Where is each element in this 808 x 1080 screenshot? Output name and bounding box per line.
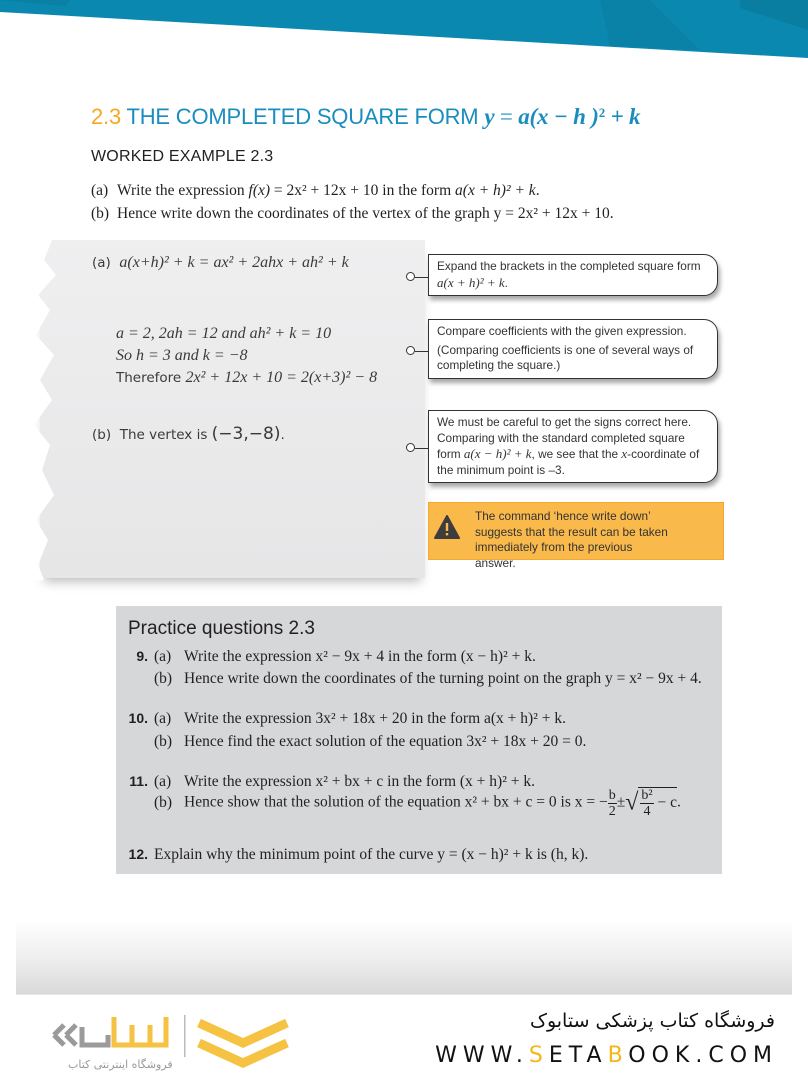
worked-question-b: (b) Hence write down the coordinates of the vertex of the graph y = 2x² + 12x + 10. (91, 205, 614, 222)
worked-example-heading: WORKED EXAMPLE 2.3 (91, 148, 274, 165)
warning-box (428, 502, 724, 570)
warning-triangle-icon (434, 515, 460, 539)
solution-line-1: (a) a(x+h)² + k = ax² + 2ahx + ah² + k (92, 254, 349, 271)
page-bottom-shadow (16, 920, 792, 995)
footer-store-name: فروشگاه کتاب پزشکی ستابوک (529, 1010, 775, 1032)
callout-signs: We must be careful to get the signs correct here. Comparing with the standard completed square form a(x − h)² + k, we see that the x-coordinate of the minimum point is –3. (428, 410, 718, 483)
worked-question-a: (a) Write the expression f(x) = 2x² + 12x + 10 in the form a(x + h)² + k. (91, 182, 540, 199)
callout-expand: Expand the brackets in the completed square form a(x + h)² + k. (428, 254, 718, 296)
warning-text: The command ‘hence write down’ suggests that the result can be taken immediately from the previous answer. (475, 509, 668, 570)
solution-line-4: Therefore 2x² + 12x + 10 = 2(x+3)² − 8 (116, 369, 378, 386)
callout-connector-3 (406, 443, 428, 453)
footer-url[interactable]: WWW.SETABOOK.COM (435, 1043, 778, 1068)
callout-compare: Compare coefficients with the given expression. (Comparing coefficients is one of several ways of completing the square.) (428, 319, 718, 379)
logo-subtitle: فروشگاه اینترنتی کتاب (68, 1058, 173, 1071)
practice-questions-panel (116, 606, 722, 874)
question-10a: 10. (a) Write the expression 3x² + 18x + 20 in the form a(x + h)² + k. (128, 710, 566, 727)
torn-edge (30, 240, 70, 580)
section-number: 2.3 (91, 104, 121, 129)
section-title-text: THE COMPLETED SQUARE FORM (126, 104, 479, 129)
logo-chevron-icon (195, 1017, 291, 1073)
solution-line-2: a = 2, 2ah = 12 and ah² + k = 10 (116, 325, 332, 342)
header-banner (0, 0, 808, 60)
question-11a: 11. (a) Write the expression x² + bx + c in the form (x + h)² + k. (129, 773, 535, 790)
question-12: 12. Explain why the minimum point of the curve y = (x − h)² + k is (h, k). (128, 846, 589, 863)
section-formula: y = a(x − h )$^2$ + k (484, 104, 641, 129)
question-10b: (b) Hence find the exact solution of the equation 3x² + 18x + 20 = 0. (154, 733, 587, 750)
solution-line-5: (b) The vertex is (−3,−8). (92, 424, 285, 444)
setabook-logo (50, 1015, 290, 1075)
callout-connector-2 (406, 346, 428, 356)
callout-connector-1 (406, 272, 428, 282)
solution-line-3: So h = 3 and k = −8 (116, 347, 248, 364)
solution-paper (40, 240, 425, 578)
practice-title: Practice questions 2.3 (128, 618, 315, 639)
question-9a: 9. (a) Write the expression x² − 9x + 4 in the form (x − h)² + k. (136, 648, 536, 665)
logo-wordmark-icon (50, 1015, 210, 1057)
question-9b: (b) Hence write down the coordinates of the turning point on the graph y = x² − 9x + 4. (154, 670, 702, 687)
question-11b: (b) Hence show that the solution of the equation x² + bx + c = 0 is x = − $\frac{b}{2}$ ±√ $\frac{\text{b²}}{4}$ − c. (154, 787, 681, 819)
section-title (91, 104, 640, 130)
